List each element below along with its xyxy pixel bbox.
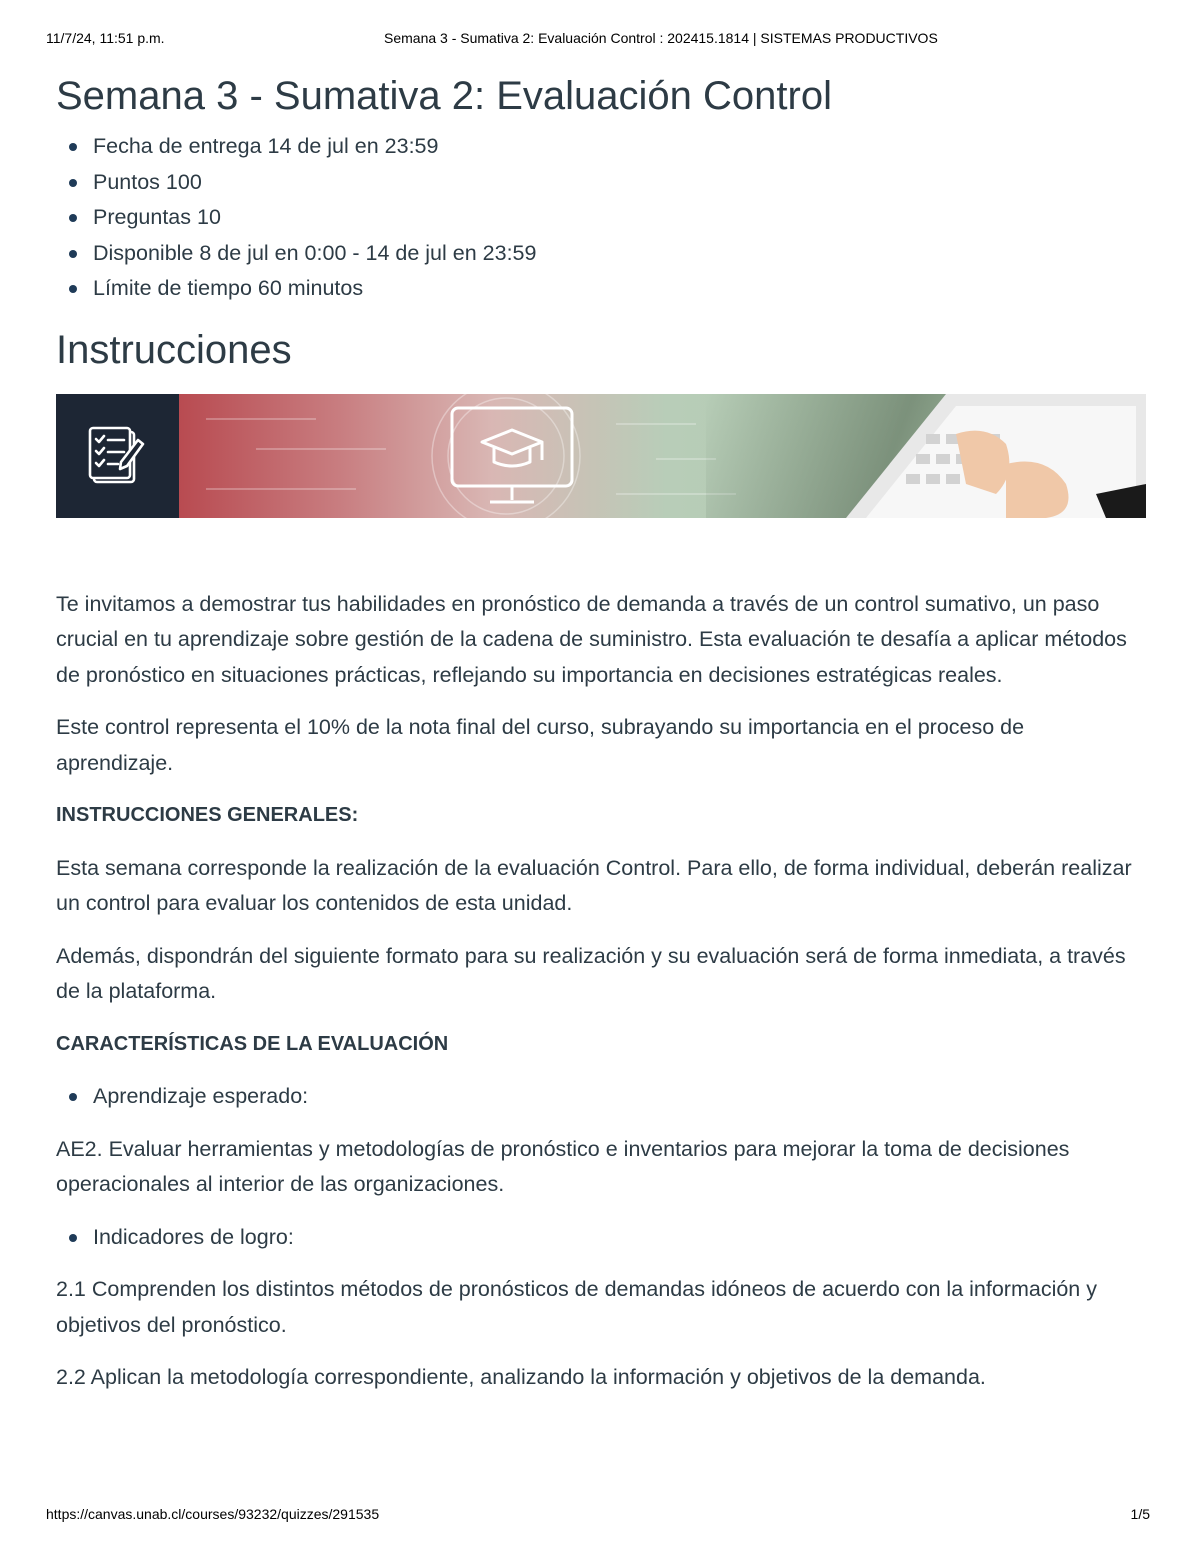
learning-outcome-text: AE2. Evaluar herramientas y metodologías de pronóstico e inventarios para mejorar la toma de decisiones operacionales al interior de las organizaciones.: [56, 1136, 1070, 1196]
print-footer: [0, 1506, 1200, 1526]
instructions-body: [56, 587, 1146, 1396]
general-paragraph-1: Esta semana corresponde la realización de la evaluación Control. Para ello, de forma individual, deberán realizar un control para evaluar los contenidos de esta unidad.: [56, 855, 1132, 915]
laptop-hands-image: [806, 394, 1146, 518]
page-number: 1/5: [1130, 1506, 1150, 1522]
due-date-item: Fecha de entrega 14 de jul en 23:59: [56, 129, 1146, 165]
indicators-bullet-list: [56, 1220, 1146, 1256]
learning-bullet-list: [56, 1079, 1146, 1115]
time-limit-item: Límite de tiempo 60 minutos: [56, 271, 1146, 307]
quiz-details-list: [56, 129, 1146, 307]
learning-bullet: Aprendizaje esperado:: [56, 1079, 1146, 1115]
characteristics-heading: CARACTERÍSTICAS DE LA EVALUACIÓN: [56, 1032, 449, 1055]
page-url: https://canvas.unab.cl/courses/93232/quizzes/291535: [46, 1506, 380, 1522]
points-item: Puntos 100: [56, 165, 1146, 201]
instructions-banner: [56, 394, 1146, 518]
availability-item: Disponible 8 de jul en 0:00 - 14 de jul en 23:59: [56, 236, 1146, 272]
print-doc-title: Semana 3 - Sumativa 2: Evaluación Control : 202415.1814 | SISTEMAS PRODUCTIVOS: [384, 30, 938, 46]
page-content: [56, 72, 1146, 1396]
indicator-2-text: 2.2 Aplican la metodología correspondiente, analizando la información y objetivos de la demanda.: [56, 1365, 986, 1389]
questions-item: Preguntas 10: [56, 200, 1146, 236]
page-title: Semana 3 - Sumativa 2: Evaluación Control: [56, 74, 832, 118]
general-instructions-heading: INSTRUCCIONES GENERALES:: [56, 804, 359, 826]
indicator-1-text: 2.1 Comprenden los distintos métodos de pronósticos de demandas idóneos de acuerdo con la información y objetivos del pronóstico.: [56, 1277, 1097, 1337]
intro-paragraph-2: Este control representa el 10% de la nota final del curso, subrayando su importancia en el proceso de aprendizaje.: [56, 715, 1025, 775]
indicators-bullet: Indicadores de logro:: [56, 1220, 1146, 1256]
print-header: [0, 30, 1200, 50]
intro-paragraph-1: Te invitamos a demostrar tus habilidades en pronóstico de demanda a través de un control sumativo, un paso crucial en tu aprendizaje sobre gestión de la cadena de suministro. Esta evaluación te desafía a aplicar métodos de pronóstico en situaciones prácticas, reflejando su importancia en decisiones estratégicas reales.: [56, 591, 1127, 687]
graduation-cap-monitor-icon: [442, 402, 582, 512]
print-date: 11/7/24, 11:51 p.m.: [46, 30, 165, 46]
instructions-heading: Instrucciones: [56, 327, 292, 372]
general-paragraph-2: Además, dispondrán del siguiente formato para su realización y su evaluación será de forma inmediata, a través de la plataforma.: [56, 943, 1126, 1003]
